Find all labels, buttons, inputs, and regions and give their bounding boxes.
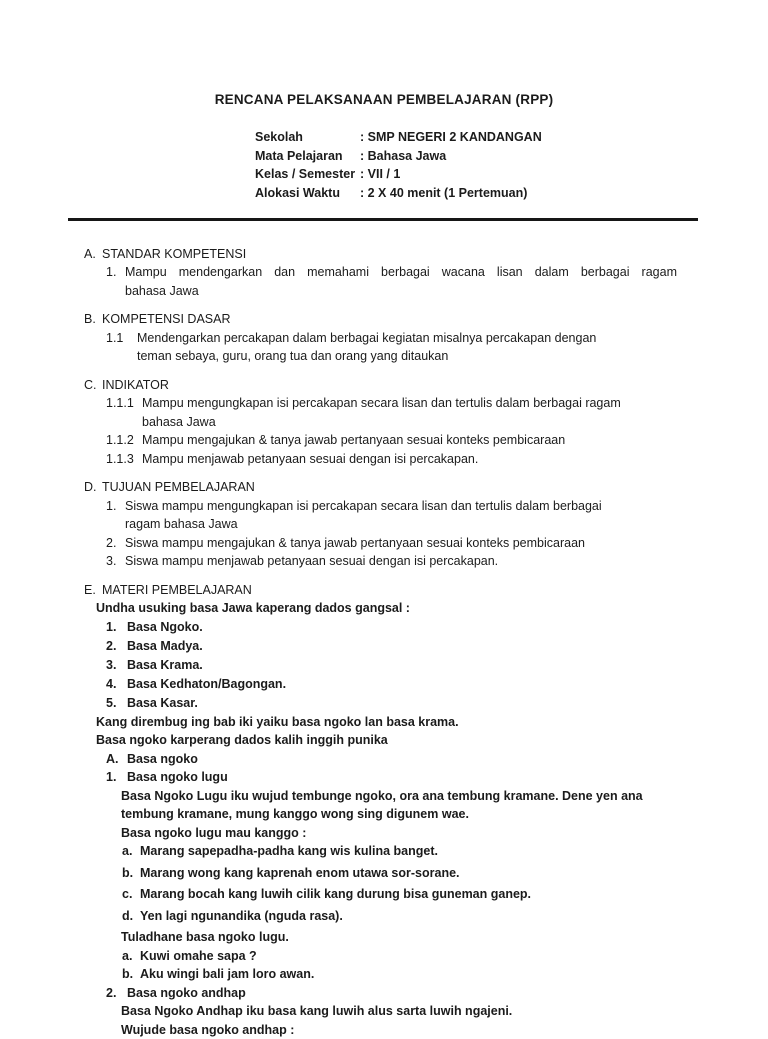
section-heading (84, 310, 677, 329)
item-number: 1.1.3 (106, 451, 134, 466)
meta-row-mata-pelajaran (255, 147, 768, 166)
item-number: 1.1.1 (106, 396, 134, 411)
item-text: Basa Kedhaton/Bagongan. (127, 676, 287, 691)
meta-row-alokasi-waktu (255, 184, 768, 203)
section-heading (84, 581, 677, 600)
document-title: RENCANA PELAKSANAAN PEMBELAJARAN (RPP) (214, 92, 554, 107)
subtopic-title: Basa ngoko lugu (127, 770, 228, 785)
section-heading (84, 478, 677, 497)
subsection-title: Basa ngoko (127, 751, 198, 766)
usage-label: Basa ngoko lugu mau kanggo : (121, 825, 307, 840)
section-tujuan-pembelajaran (84, 478, 677, 571)
item-text: Basa Madya. (127, 638, 203, 653)
item-letter: c. (122, 887, 133, 902)
item-line: bahasa Jawa (125, 283, 199, 298)
item-text: Siswa mampu mengajukan & tanya jawab pertanyaan sesuai konteks pembicaraan (125, 535, 585, 550)
list-item (84, 656, 677, 675)
example-label: Tuladhane basa ngoko lugu. (121, 930, 289, 945)
meta-row-sekolah (255, 128, 768, 147)
item-number: 3. (106, 554, 117, 569)
list-item (84, 497, 677, 534)
subtopic-number: 2. (106, 985, 117, 1000)
list-item (84, 394, 677, 431)
item-line: Mampu mendengarkan dan memahami berbagai wacana lisan dalam berbagai ragam (125, 265, 677, 280)
item-text: Mampu menjawab petanyaan sesuai dengan isi percakapan. (142, 451, 479, 466)
item-number: 1. (106, 619, 117, 634)
section-heading-text: TUJUAN PEMBELAJARAN (102, 480, 255, 495)
item-number: 2. (106, 535, 117, 550)
subsection-letter: A. (106, 751, 119, 766)
item-letter: a. (122, 844, 133, 859)
section-heading (84, 376, 677, 395)
section-standar-kompetensi (84, 245, 677, 301)
subtopic-number: 1. (106, 770, 117, 785)
section-kompetensi-dasar (84, 310, 677, 366)
example-list (84, 947, 677, 984)
section-heading-text: INDIKATOR (102, 377, 169, 392)
list-item (84, 694, 677, 713)
item-text: Marang bocah kang luwih cilik kang durung bisa guneman ganep. (140, 887, 532, 902)
meta-label: Sekolah (255, 130, 303, 144)
paragraph-line: Basa Ngoko Lugu iku wujud tembunge ngoko, ora ana tembung kramane. Dene yen ana (121, 788, 643, 803)
usage-list (84, 842, 677, 925)
item-letter: d. (122, 908, 134, 923)
section-letter: D. (84, 480, 97, 495)
meta-value: : SMP NEGERI 2 KANDANGAN (360, 130, 542, 144)
list-item (84, 329, 677, 366)
list-item (84, 675, 677, 694)
document-body (84, 245, 677, 1039)
list-item (84, 263, 677, 300)
subsection-heading (84, 750, 677, 769)
section-letter: B. (84, 312, 96, 327)
item-number: 4. (106, 676, 117, 691)
item-number: 3. (106, 657, 117, 672)
section-heading-text: MATERI PEMBELAJARAN (102, 582, 252, 597)
item-text: Siswa mampu menjawab petanyaan sesuai dengan isi percakapan. (125, 554, 499, 569)
subtopic-heading (84, 984, 677, 1003)
item-text: Aku wingi bali jam loro awan. (140, 967, 315, 982)
item-line: Mampu mengungkapan isi percakapan secara lisan dan tertulis dalam berbagai ragam (142, 396, 621, 411)
item-number: 1. (106, 498, 117, 513)
meta-block (255, 128, 768, 203)
item-text: Basa Ngoko. (127, 619, 203, 634)
section-heading-text: STANDAR KOMPETENSI (102, 246, 247, 261)
meta-value: : Bahasa Jawa (360, 148, 447, 163)
list-item (84, 552, 677, 571)
list-item (84, 534, 677, 553)
paragraph-line: tembung kramane, mung kanggo wong sing digunem wae. (121, 807, 469, 822)
meta-label: Mata Pelajaran (255, 148, 343, 163)
item-text (125, 263, 677, 300)
item-number: 1. (106, 265, 117, 280)
meta-label: Alokasi Waktu (255, 186, 340, 201)
wujude-label: Wujude basa ngoko andhap : (121, 1022, 295, 1037)
subtopic-paragraph (84, 787, 677, 824)
meta-label: Kelas / Semester (255, 167, 356, 182)
item-letter: a. (122, 948, 133, 963)
meta-value: : 2 X 40 menit (1 Pertemuan) (360, 186, 528, 201)
item-line: Siswa mampu mengungkapan isi percakapan secara lisan dan tertulis dalam berbagai (125, 498, 602, 513)
subtopic-title: Basa ngoko andhap (127, 985, 246, 1000)
item-line: bahasa Jawa (142, 414, 216, 429)
list-item (84, 618, 677, 637)
item-number: 5. (106, 695, 117, 710)
section-indikator (84, 376, 677, 469)
item-letter: b. (122, 967, 134, 982)
subtopic-paragraph: Basa Ngoko Andhap iku basa kang luwih alus sarta luwih ngajeni. (121, 1004, 513, 1019)
list-item (84, 885, 677, 904)
item-line: teman sebaya, guru, orang tua dan orang yang ditaukan (137, 349, 449, 364)
subtopic-heading (84, 768, 677, 787)
section-letter: C. (84, 377, 97, 392)
header-divider (68, 218, 698, 221)
item-text (142, 394, 677, 431)
item-number: 1.1 (106, 330, 124, 345)
item-text (125, 497, 677, 534)
section-letter: A. (84, 246, 96, 261)
list-item (84, 450, 677, 469)
materi-list (84, 618, 677, 713)
list-item (84, 637, 677, 656)
item-text: Marang wong kang kaprenah enom utawa sor-sorane. (140, 865, 460, 880)
list-item (84, 907, 677, 926)
list-item (84, 947, 677, 966)
item-text: Mampu mengajukan & tanya jawab pertanyaan sesuai konteks pembicaraan (142, 433, 566, 448)
section-heading-text: KOMPETENSI DASAR (102, 312, 231, 327)
item-line: Mendengarkan percakapan dalam berbagai kegiatan misalnya percakapan dengan (137, 330, 597, 345)
materi-note: Kang dirembug ing bab iki yaiku basa ngoko lan basa krama. (96, 714, 459, 729)
item-text (137, 329, 677, 366)
item-number: 2. (106, 638, 117, 653)
materi-note: Basa ngoko karperang dados kalih inggih punika (96, 733, 388, 748)
item-number: 1.1.2 (106, 433, 134, 448)
list-item (84, 965, 677, 984)
item-letter: b. (122, 865, 134, 880)
list-item (84, 842, 677, 861)
item-text: Basa Krama. (127, 657, 203, 672)
meta-row-kelas-semester (255, 165, 768, 184)
list-item (84, 431, 677, 450)
section-heading (84, 245, 677, 264)
item-text: Basa Kasar. (127, 695, 198, 710)
meta-value: : VII / 1 (360, 167, 401, 182)
item-text: Kuwi omahe sapa ? (140, 948, 257, 963)
materi-intro: Undha usuking basa Jawa kaperang dados gangsal : (96, 601, 410, 616)
item-text: Marang sapepadha-padha kang wis kulina banget. (140, 844, 438, 859)
list-item (84, 864, 677, 883)
section-materi-pembelajaran (84, 581, 677, 1039)
item-text: Yen lagi ngunandika (nguda rasa). (140, 908, 343, 923)
section-letter: E. (84, 582, 96, 597)
item-line: ragam bahasa Jawa (125, 517, 238, 532)
